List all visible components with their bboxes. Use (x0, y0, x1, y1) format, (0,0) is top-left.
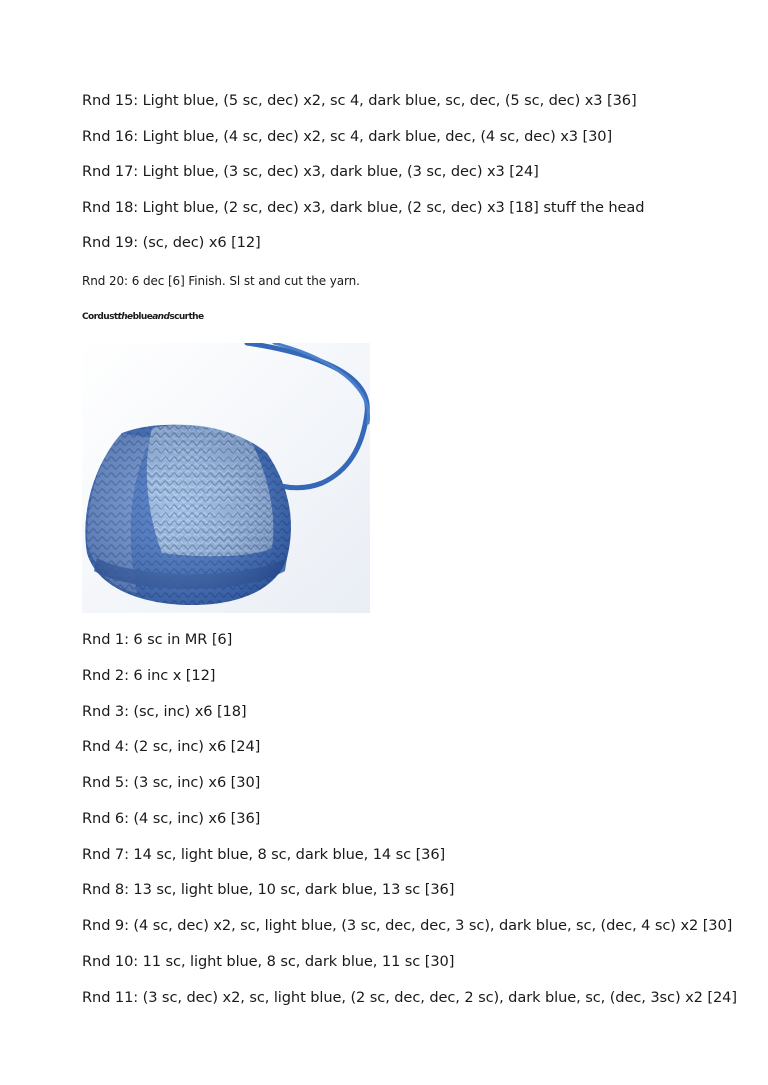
round-2: Rnd 2: 6 inc x [12] (82, 667, 216, 684)
caption-part: and (152, 312, 170, 322)
round-11: Rnd 11: (3 sc, dec) x2, sc, light blue, (2 sc, dec, dec, 2 sc), dark blue, sc, (dec, 3sc) x2 [24] (82, 989, 737, 1006)
photo-caption (82, 312, 203, 322)
caption-part: scur (169, 312, 189, 322)
caption-part: the (188, 312, 204, 322)
caption-part: Cordust (82, 312, 118, 322)
round-16: Rnd 16: Light blue, (4 sc, dec) x2, sc 4, dark blue, dec, (4 sc, dec) x3 [30] (82, 128, 613, 145)
caption-part: blue (132, 312, 153, 322)
crochet-head-photo (82, 343, 370, 613)
caption-part: the (117, 312, 133, 322)
piece-shading (85, 425, 291, 605)
round-1: Rnd 1: 6 sc in MR [6] (82, 631, 233, 648)
round-19: Rnd 19: (sc, dec) x6 [12] (82, 234, 261, 251)
round-10: Rnd 10: 11 sc, light blue, 8 sc, dark blue, 11 sc [30] (82, 953, 455, 970)
round-17: Rnd 17: Light blue, (3 sc, dec) x3, dark blue, (3 sc, dec) x3 [24] (82, 163, 539, 180)
round-9: Rnd 9: (4 sc, dec) x2, sc, light blue, (3 sc, dec, dec, 3 sc), dark blue, sc, (dec, 4 sc) x2 [30] (82, 917, 733, 934)
round-20-finish-note: Rnd 20: 6 dec [6] Finish. Sl st and cut the yarn. (82, 274, 360, 288)
round-6: Rnd 6: (4 sc, inc) x6 [36] (82, 810, 261, 827)
round-7: Rnd 7: 14 sc, light blue, 8 sc, dark blue, 14 sc [36] (82, 846, 446, 863)
round-4: Rnd 4: (2 sc, inc) x6 [24] (82, 738, 261, 755)
round-3: Rnd 3: (sc, inc) x6 [18] (82, 703, 247, 720)
round-8: Rnd 8: 13 sc, light blue, 10 sc, dark blue, 13 sc [36] (82, 881, 455, 898)
round-5: Rnd 5: (3 sc, inc) x6 [30] (82, 774, 261, 791)
round-18: Rnd 18: Light blue, (2 sc, dec) x3, dark blue, (2 sc, dec) x3 [18] stuff the head (82, 199, 645, 216)
round-15: Rnd 15: Light blue, (5 sc, dec) x2, sc 4, dark blue, sc, dec, (5 sc, dec) x3 [36] (82, 92, 637, 109)
